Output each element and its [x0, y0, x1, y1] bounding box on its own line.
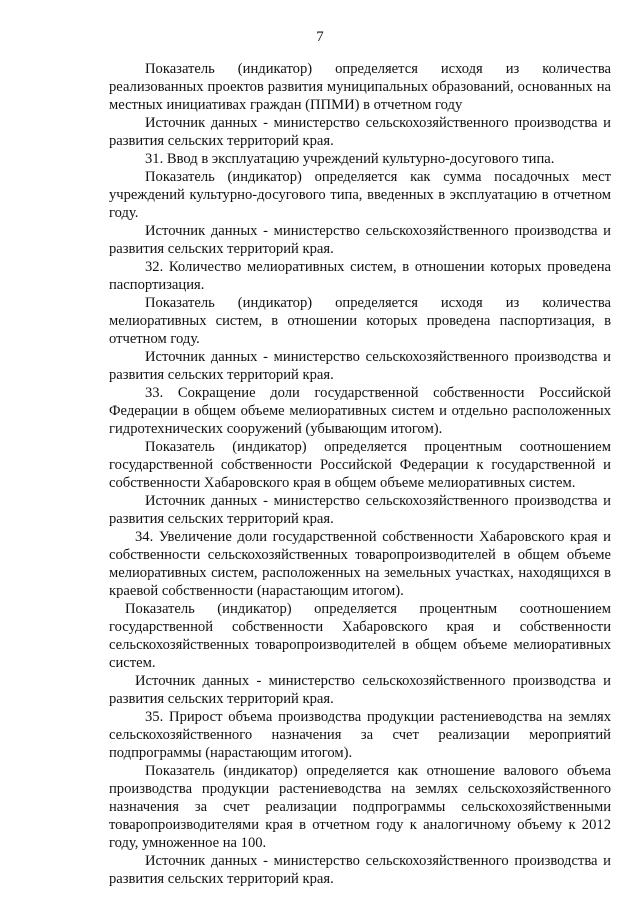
paragraph-item-34: 34. Увеличение доли государственной собственности Хабаровского края и собственности сельскохозяйственных товаропроизводителей в общем объеме мелиоративных систем, расположенных на земельных участках, находящихся в краевой собственности (нарастающим итогом).	[109, 529, 611, 599]
paragraph-item-32: 32. Количество мелиоративных систем, в отношении которых проведена паспортизация.	[109, 259, 611, 293]
paragraph-item-35: 35. Прирост объема производства продукции растениеводства на землях сельскохозяйственного назначения за счет реализации мероприятий подпрограммы (нарастающим итогом).	[109, 709, 611, 761]
paragraph-source-30: Источник данных - министерство сельскохозяйственного производства и развития сельских территорий края.	[109, 115, 611, 149]
paragraph-indicator-33: Показатель (индикатор) определяется процентным соотношением государственной собственности Российской Федерации к государственной и собственности Хабаровского края в общем объеме мелиоративных систем.	[109, 439, 611, 491]
paragraph-indicator-35: Показатель (индикатор) определяется как отношение валового объема производства продукции растениеводства на землях сельскохозяйственного назначения за счет реализации подпрограммы сельскохозяйственными товаропроизводителями края в отчетном году к аналогичному объему к 2012 году, умноженное на 100.	[109, 763, 611, 851]
paragraph-item-31: 31. Ввод в эксплуатацию учреждений культурно-досугового типа.	[145, 151, 555, 167]
paragraph-source-35: Источник данных - министерство сельскохозяйственного производства и развития сельских территорий края.	[109, 853, 611, 887]
paragraph-indicator-34: Показатель (индикатор) определяется процентным соотношением государственной собственности Хабаровского края и собственности сельскохозяйственных товаропроизводителей в общем объеме мелиоративных систем.	[109, 601, 611, 671]
page-number: 7	[316, 29, 324, 45]
paragraph-item-33: 33. Сокращение доли государственной собственности Российской Федерации в общем объеме мелиоративных систем и отдельно расположенных гидротехнических сооружений (убывающим итогом).	[109, 385, 611, 437]
paragraph-source-33: Источник данных - министерство сельскохозяйственного производства и развития сельских территорий края.	[109, 493, 611, 527]
paragraph-source-34: Источник данных - министерство сельскохозяйственного производства и развития сельских территорий края.	[109, 673, 611, 707]
paragraph-indicator-32: Показатель (индикатор) определяется исходя из количества мелиоративных систем, в отношении которых проведена паспортизация, в отчетном году.	[109, 295, 611, 347]
paragraph-source-31: Источник данных - министерство сельскохозяйственного производства и развития сельских территорий края.	[109, 223, 611, 257]
paragraph-indicator-31: Показатель (индикатор) определяется как сумма посадочных мест учреждений культурно-досугового типа, введенных в эксплуатацию в отчетном году.	[109, 169, 611, 221]
paragraph-indicator-30: Показатель (индикатор) определяется исходя из количества реализованных проектов развития муниципальных образований, основанных на местных инициативах граждан (ППМИ) в отчетном году	[109, 61, 611, 113]
document-body	[109, 60, 611, 888]
paragraph-source-32: Источник данных - министерство сельскохозяйственного производства и развития сельских территорий края.	[109, 349, 611, 383]
